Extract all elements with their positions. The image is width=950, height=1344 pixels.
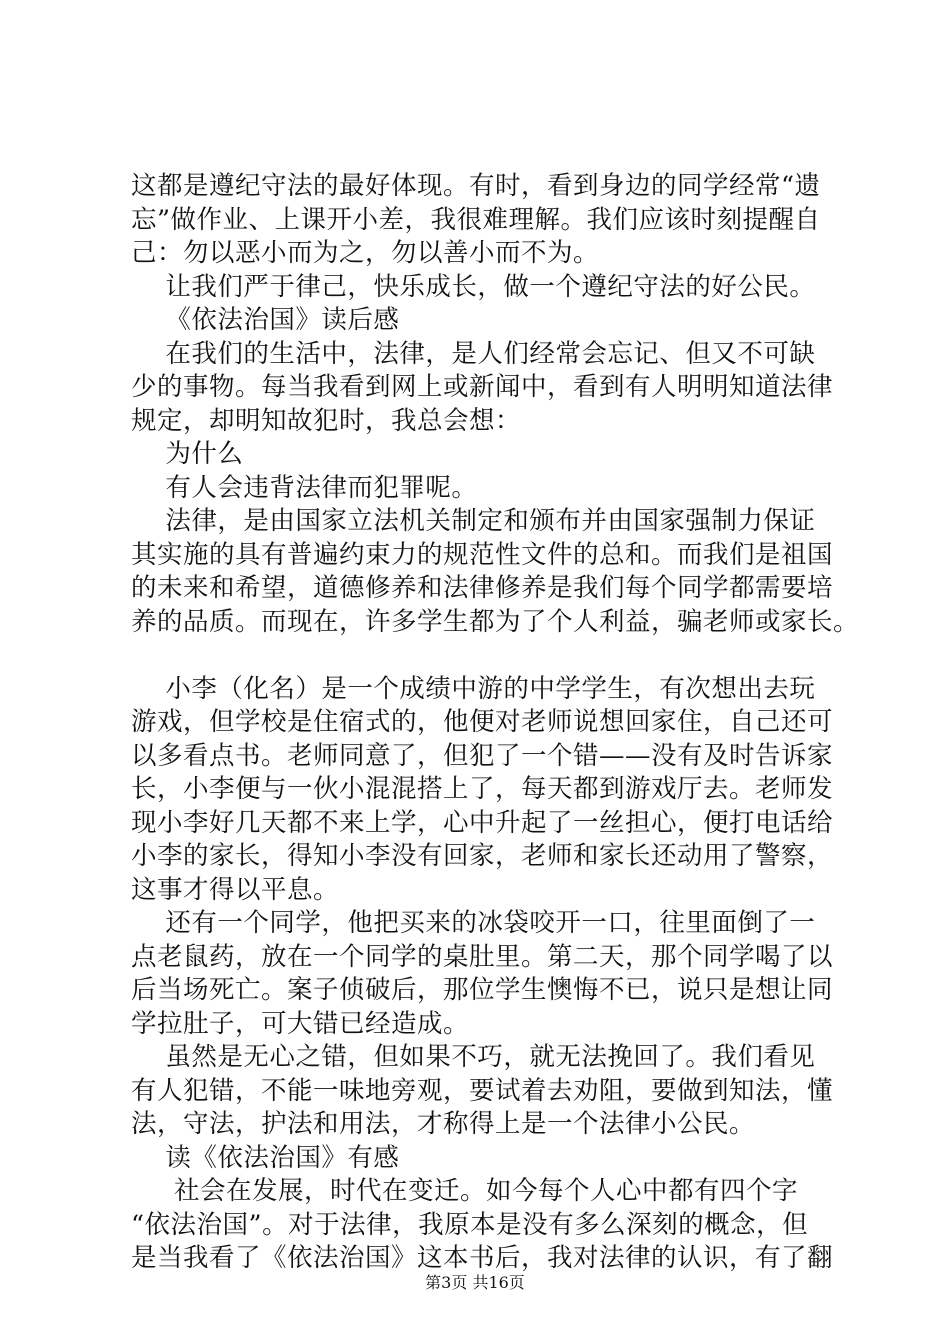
- text-line: 现小李好几天都不来上学，心中升起了一丝担心，便打电话给: [131, 807, 834, 838]
- text-line: 养的品质。而现在，许多学生都为了个人利益，骗老师或家长。: [131, 606, 860, 637]
- text-line: 忘”做作业、上课开小差，我很难理解。我们应该时刻提醒自: [131, 204, 821, 235]
- text-line: 这都是遵纪守法的最好体现。有时，看到身边的同学经常“遗: [131, 171, 821, 201]
- text-line: 点老鼠药，放在一个同学的桌肚里。第二天，那个同学喝了以: [131, 941, 834, 972]
- text-line: 长，小李便与一伙小混混搭上了，每天都到游戏厅去。老师发: [131, 774, 834, 804]
- text-line: 在我们的生活中，法律，是人们经常会忘记、但又不可缺: [131, 338, 816, 369]
- text-line: “依法治国”。对于法律，我原本是没有多么深刻的概念，但: [131, 1209, 809, 1240]
- text-line: 社会在发展，时代在变迁。如今每个人心中都有四个字: [131, 1176, 799, 1206]
- page-number-footer: 第3页 共16页: [425, 1273, 525, 1292]
- text-line: 这事才得以平息。: [131, 874, 340, 905]
- text-line: 小李的家长，得知小李没有回家，老师和家长还动用了警察，: [131, 841, 834, 871]
- text-line: 还有一个同学，他把买来的冰袋咬开一口，往里面倒了一: [131, 908, 816, 938]
- text-line: 少的事物。每当我看到网上或新闻中，看到有人明明知道法律: [131, 372, 834, 402]
- text-line: 的未来和希望，道德修养和法律修养是我们每个同学都需要培: [131, 573, 834, 603]
- text-line: 规定，却明知故犯时，我总会想：: [131, 405, 522, 436]
- text-line: 法，守法，护法和用法，才称得上是一个法律小公民。: [131, 1109, 756, 1139]
- text-line: 虽然是无心之错，但如果不巧，就无法挽回了。我们看见: [131, 1042, 816, 1072]
- text-line: 为什么: [131, 439, 244, 469]
- text-line: 有人会违背法律而犯罪呢。: [131, 472, 478, 503]
- paragraph-gap: [131, 639, 851, 673]
- document-body: [131, 170, 860, 1276]
- text-line: 游戏，但学校是住宿式的，他便对老师说想回家住，自己还可: [131, 707, 834, 737]
- text-line: 己：勿以恶小而为之，勿以善小而不为。: [131, 238, 600, 268]
- text-line: 有人犯错，不能一味地旁观，要试着去劝阻，要做到知法，懂: [131, 1075, 834, 1106]
- text-line: 让我们严于律己，快乐成长，做一个遵纪守法的好公民。: [131, 271, 816, 302]
- text-line: 法律，是由国家立法机关制定和颁布并由国家强制力保证: [131, 506, 816, 536]
- text-line: 其实施的具有普遍约束力的规范性文件的总和。而我们是祖国: [131, 539, 834, 570]
- section-heading: 读《依法治国》有感: [131, 1142, 400, 1173]
- text-line: 以多看点书。老师同意了，但犯了一个错——没有及时告诉家: [131, 740, 834, 771]
- text-line: 后当场死亡。案子侦破后，那位学生懊悔不已，说只是想让同: [131, 975, 834, 1005]
- text-line: 小李（化名）是一个成绩中游的中学学生，有次想出去玩: [131, 673, 816, 704]
- section-heading: 《依法治国》读后感: [131, 305, 400, 335]
- text-line: 学拉肚子，可大错已经造成。: [131, 1008, 470, 1039]
- text-line: 是当我看了《依法治国》这本书后，我对法律的认识，有了翻: [131, 1243, 834, 1273]
